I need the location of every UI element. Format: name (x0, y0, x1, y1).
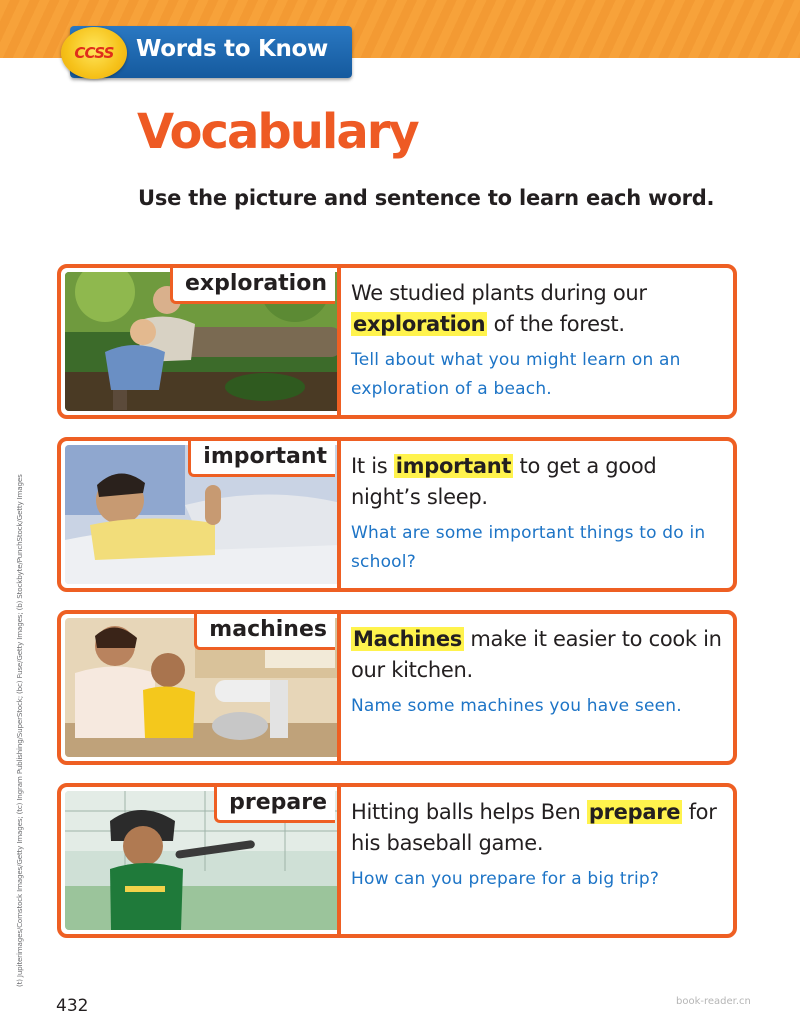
banner-title: Words to Know (136, 36, 329, 62)
example-sentence: It is important to get a good night’s sleep. (351, 454, 657, 509)
page-number: 432 (56, 996, 89, 1016)
example-sentence: Hitting balls helps Ben prepare for his baseball game. (351, 800, 717, 855)
highlighted-word: exploration (353, 312, 486, 336)
vocab-card-prepare (57, 783, 737, 938)
photo-divider (337, 614, 341, 761)
vocab-card-exploration (57, 264, 737, 419)
instructions: Use the picture and sentence to learn each word. (138, 186, 715, 210)
highlighted-word: important (395, 454, 512, 478)
example-sentence: We studied plants during our exploration of the forest. (351, 281, 647, 336)
prompt-question: Name some machines you have seen. (351, 696, 682, 716)
photo-divider (337, 787, 341, 934)
example-sentence: Machines make it easier to cook in our kitchen. (351, 627, 722, 682)
ccss-badge (61, 27, 127, 79)
watermark: book-reader.cn (676, 996, 751, 1007)
vocab-card-important (57, 437, 737, 592)
vocab-card-machines (57, 610, 737, 765)
word-label: machines (194, 614, 335, 650)
word-label: important (188, 441, 335, 477)
word-label: exploration (170, 268, 335, 304)
page-title: Vocabulary (137, 104, 418, 160)
photo-divider (337, 441, 341, 588)
photo-divider (337, 268, 341, 415)
prompt-question: How can you prepare for a big trip? (351, 869, 660, 889)
highlighted-word: Machines (353, 627, 462, 651)
photo-credit: (t) Jupiterimages/Comstock Images/Getty Images; (tc) Ingram Publishing/SuperStock; (bc) Fuse/Getty Images; (b) Stockbyte/PunchStock/Getty Images (15, 474, 24, 987)
prompt-question: What are some important things to do in school? (351, 523, 706, 572)
word-label: prepare (214, 787, 335, 823)
highlighted-word: prepare (588, 800, 681, 824)
prompt-question: Tell about what you might learn on an exploration of a beach. (351, 350, 681, 399)
ccss-badge-label: CCSS (74, 44, 114, 62)
